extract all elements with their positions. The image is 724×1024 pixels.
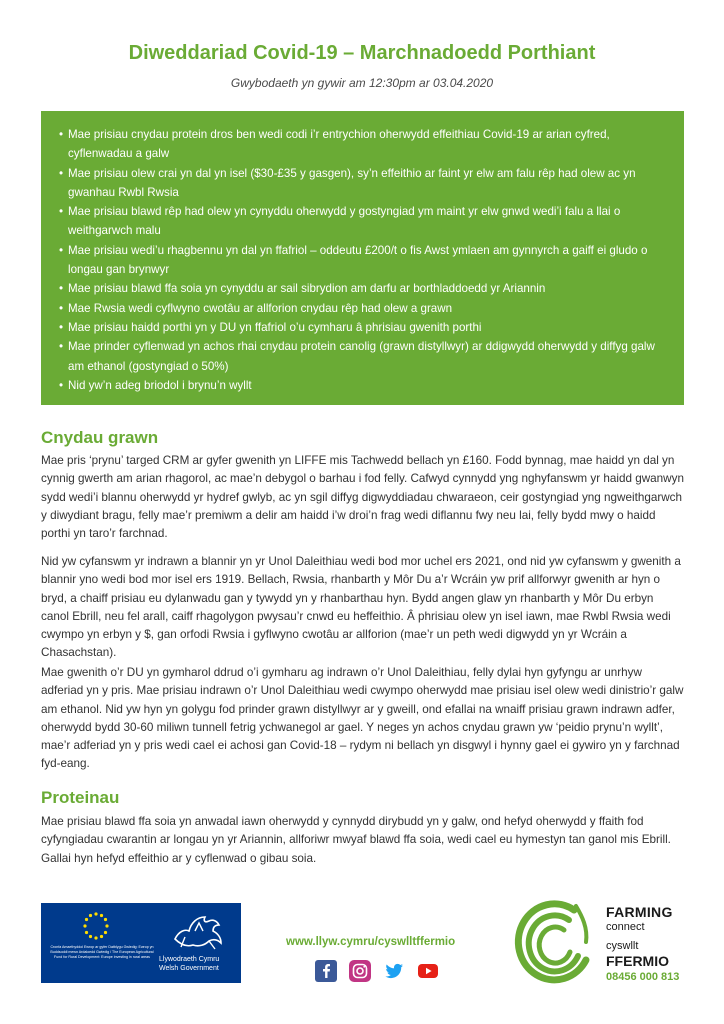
key-point: • Mae prisiau cnydau protein dros ben wedi codi i’r entrychion oherwydd effeithiau Covid-19 ar arian cyfred, cyflenwadau a galw <box>59 125 662 164</box>
logo-cyswllt-text: cyswllt <box>606 940 639 952</box>
key-point: • Mae prisiau olew crai yn dal yn isel ($30-£35 y gasgen), sy’n effeithio ar faint yr elw am falu rêp had olew ac yn gwanhau Rwbl Rwsia <box>59 164 662 203</box>
key-point: • Mae prisiau haidd porthi yn y DU yn ffafriol o’u cymharu â phrisiau gwenith porthi <box>59 318 662 337</box>
twitter-icon[interactable] <box>383 960 405 982</box>
website-link[interactable]: www.llyw.cymru/cyswlltffermio <box>286 936 456 948</box>
page-title: Diweddariad Covid-19 – Marchnadoedd Porthiant <box>128 42 596 64</box>
eu-funding-text: Cronfa Amaethyddol Ewrop ar gyfer Datblygu Gwledig: Ewrop yn Buddsoddi mewn Ardaloedd Gwledig / The European Agricultural Fund for Rural Development: Europe investing in rural areas <box>50 945 154 959</box>
farming-connect-logo-icon <box>514 898 594 988</box>
key-point: • Mae prisiau blawd ffa soia yn cynyddu ar sail sibrydion am darfu ar borthladdoedd yr Ariannin <box>59 279 662 298</box>
social-links <box>315 960 439 984</box>
facebook-icon[interactable] <box>315 960 337 982</box>
key-point: • Mae prisiau wedi’u rhagbennu yn dal yn ffafriol – oddeutu £200/t o fis Awst ymlaen am gynnyrch a gaiff ei gludo o longau gan brynwyr <box>59 241 662 280</box>
key-point: • Mae Rwsia wedi cyflwyno cwotâu ar allforion cnydau rêp had olew a grawn <box>59 299 662 318</box>
proteins-paragraph-1: Mae prisiau blawd ffa soia yn anwadal iawn oherwydd y cynnydd dirybudd yn y galw, ond hefyd oherwydd y ffaith fod cyfyngiadau cwarantin ar longau yn yr Ariannin, allforiwr mwyaf blawd ffa soia, wedi cael eu hymestyn tan ganol mis Ebrill. Gallai hyn hefyd effeithio ar y cyflenwad o gibau soia. <box>41 815 671 865</box>
logo-connect-text: connect <box>606 921 645 933</box>
key-point: • Mae prinder cyflenwad yn achos rhai cnydau protein canolig (grawn distyllwyr) ar ddigwydd oherwydd y diffyg galw am ethanol (gostyngiad o 50%) <box>59 337 662 376</box>
key-points-list <box>59 125 662 395</box>
section-heading-proteins: Proteinau <box>41 788 120 807</box>
key-point: • Mae prisiau blawd rêp had olew yn cynyddu oherwydd y gostyngiad ym maint yr elw gnwd wedi’i falu a llai o weithgarwch malu <box>59 202 662 241</box>
eu-flag-icon <box>73 909 119 943</box>
logo-ffermio-text: FFERMIO <box>606 953 669 969</box>
funding-logos <box>41 903 241 983</box>
key-points-box <box>41 111 684 405</box>
welsh-government-text: Llywodraeth Cymru Welsh Government <box>159 956 220 972</box>
key-point: • Nid yw’n adeg briodol i brynu’n wyllt <box>59 376 662 395</box>
logo-farming-text: FARMING <box>606 904 673 920</box>
cereals-paragraph-3: Mae gwenith o’r DU yn gymharol ddrud o’i gymharu ag indrawn o’r Unol Daleithiau, felly dylai hyn gyfyngu ar unrhyw adferiad yn y pris. Mae prisiau indrawn o’r Unol Daleithiau wedi cwympo oherwydd mae prisiau isel olew wedi dinistrio’r galw am ethanol. Nid yw hyn yn golygu fod prinder grawn distyllwyr ar y gweill, ond efallai na wnaiff prisiau grawn indrawn adfer, oherwydd bydd 30-60 miliwn tunnell fetrig ychwanegol ar gael. Y neges yn achos cnydau grawn yw ‘peidio prynu’n wyllt’, mae’r adferiad yn y pris wedi cael ei achosi gan Covid-18 – rydym ni bellach yn disgwyl i hynny gael ei gywiro yn y farchnad fyd-eang. <box>41 666 684 771</box>
section-heading-cereals: Cnydau grawn <box>41 428 159 447</box>
instagram-icon[interactable] <box>349 960 371 982</box>
helpline-number: 08456 000 813 <box>606 971 680 983</box>
welsh-dragon-icon <box>169 909 227 951</box>
youtube-icon[interactable] <box>417 960 439 982</box>
cereals-paragraph-1: Mae pris ‘prynu’ targed CRM ar gyfer gwenith yn LIFFE mis Tachwedd bellach yn £160. Fodd bynnag, mae haidd yn dal yn cynnig gwerth am arian rhagorol, ac mae’n debygol o barhau i fod felly. Cafwyd cynnydd yng nghyfanswm yr haidd gwanwyn sydd wedi’i blannu oherwydd yr hydref gwlyb, ac yn sgil diffyg digwyddiadau chwaraeon, ceir gostyngiad yng ngweithgarwch y diwydiant bragu, felly mae’r premiwm a delir am haidd i’w droi’n frag wedi diflannu fwy neu lai, felly bydd mwy o haidd porthi yn taro’r farchnad. <box>41 454 684 541</box>
cereals-paragraph-2: Nid yw cyfanswm yr indrawn a blannir yn yr Unol Daleithiau wedi bod mor uchel ers 2021, ond nid yw cyfanswm y gwenith a blannir yno wedi bod mor isel ers 1919. Bellach, Rwsia, rhanbarth y Môr Du a’r Wcráin yw prif allforwyr gwenith ar hyn o bryd, a chaiff prisiau eu dylanwadu gan y tywydd yn y rhanbarthau hyn. Bydd angen glaw yn rhanbarth y Môr Du erbyn canol Ebrill, neu fel arall, caiff rhagolygon pwysau’r cnwd eu heffeithio. Â phrisiau olew yn isel iawn, mae Rwbl Rwsia wedi cwympo yn erbyn y $, gan orfodi Rwsia i gyflwyno cwotâu ar allforion (mae’r un peth wedi digwydd yn yr Wcráin a Chasachstan). <box>41 555 681 660</box>
timestamp-note: Gwybodaeth yn gywir am 12:30pm ar 03.04.2020 <box>230 76 494 90</box>
